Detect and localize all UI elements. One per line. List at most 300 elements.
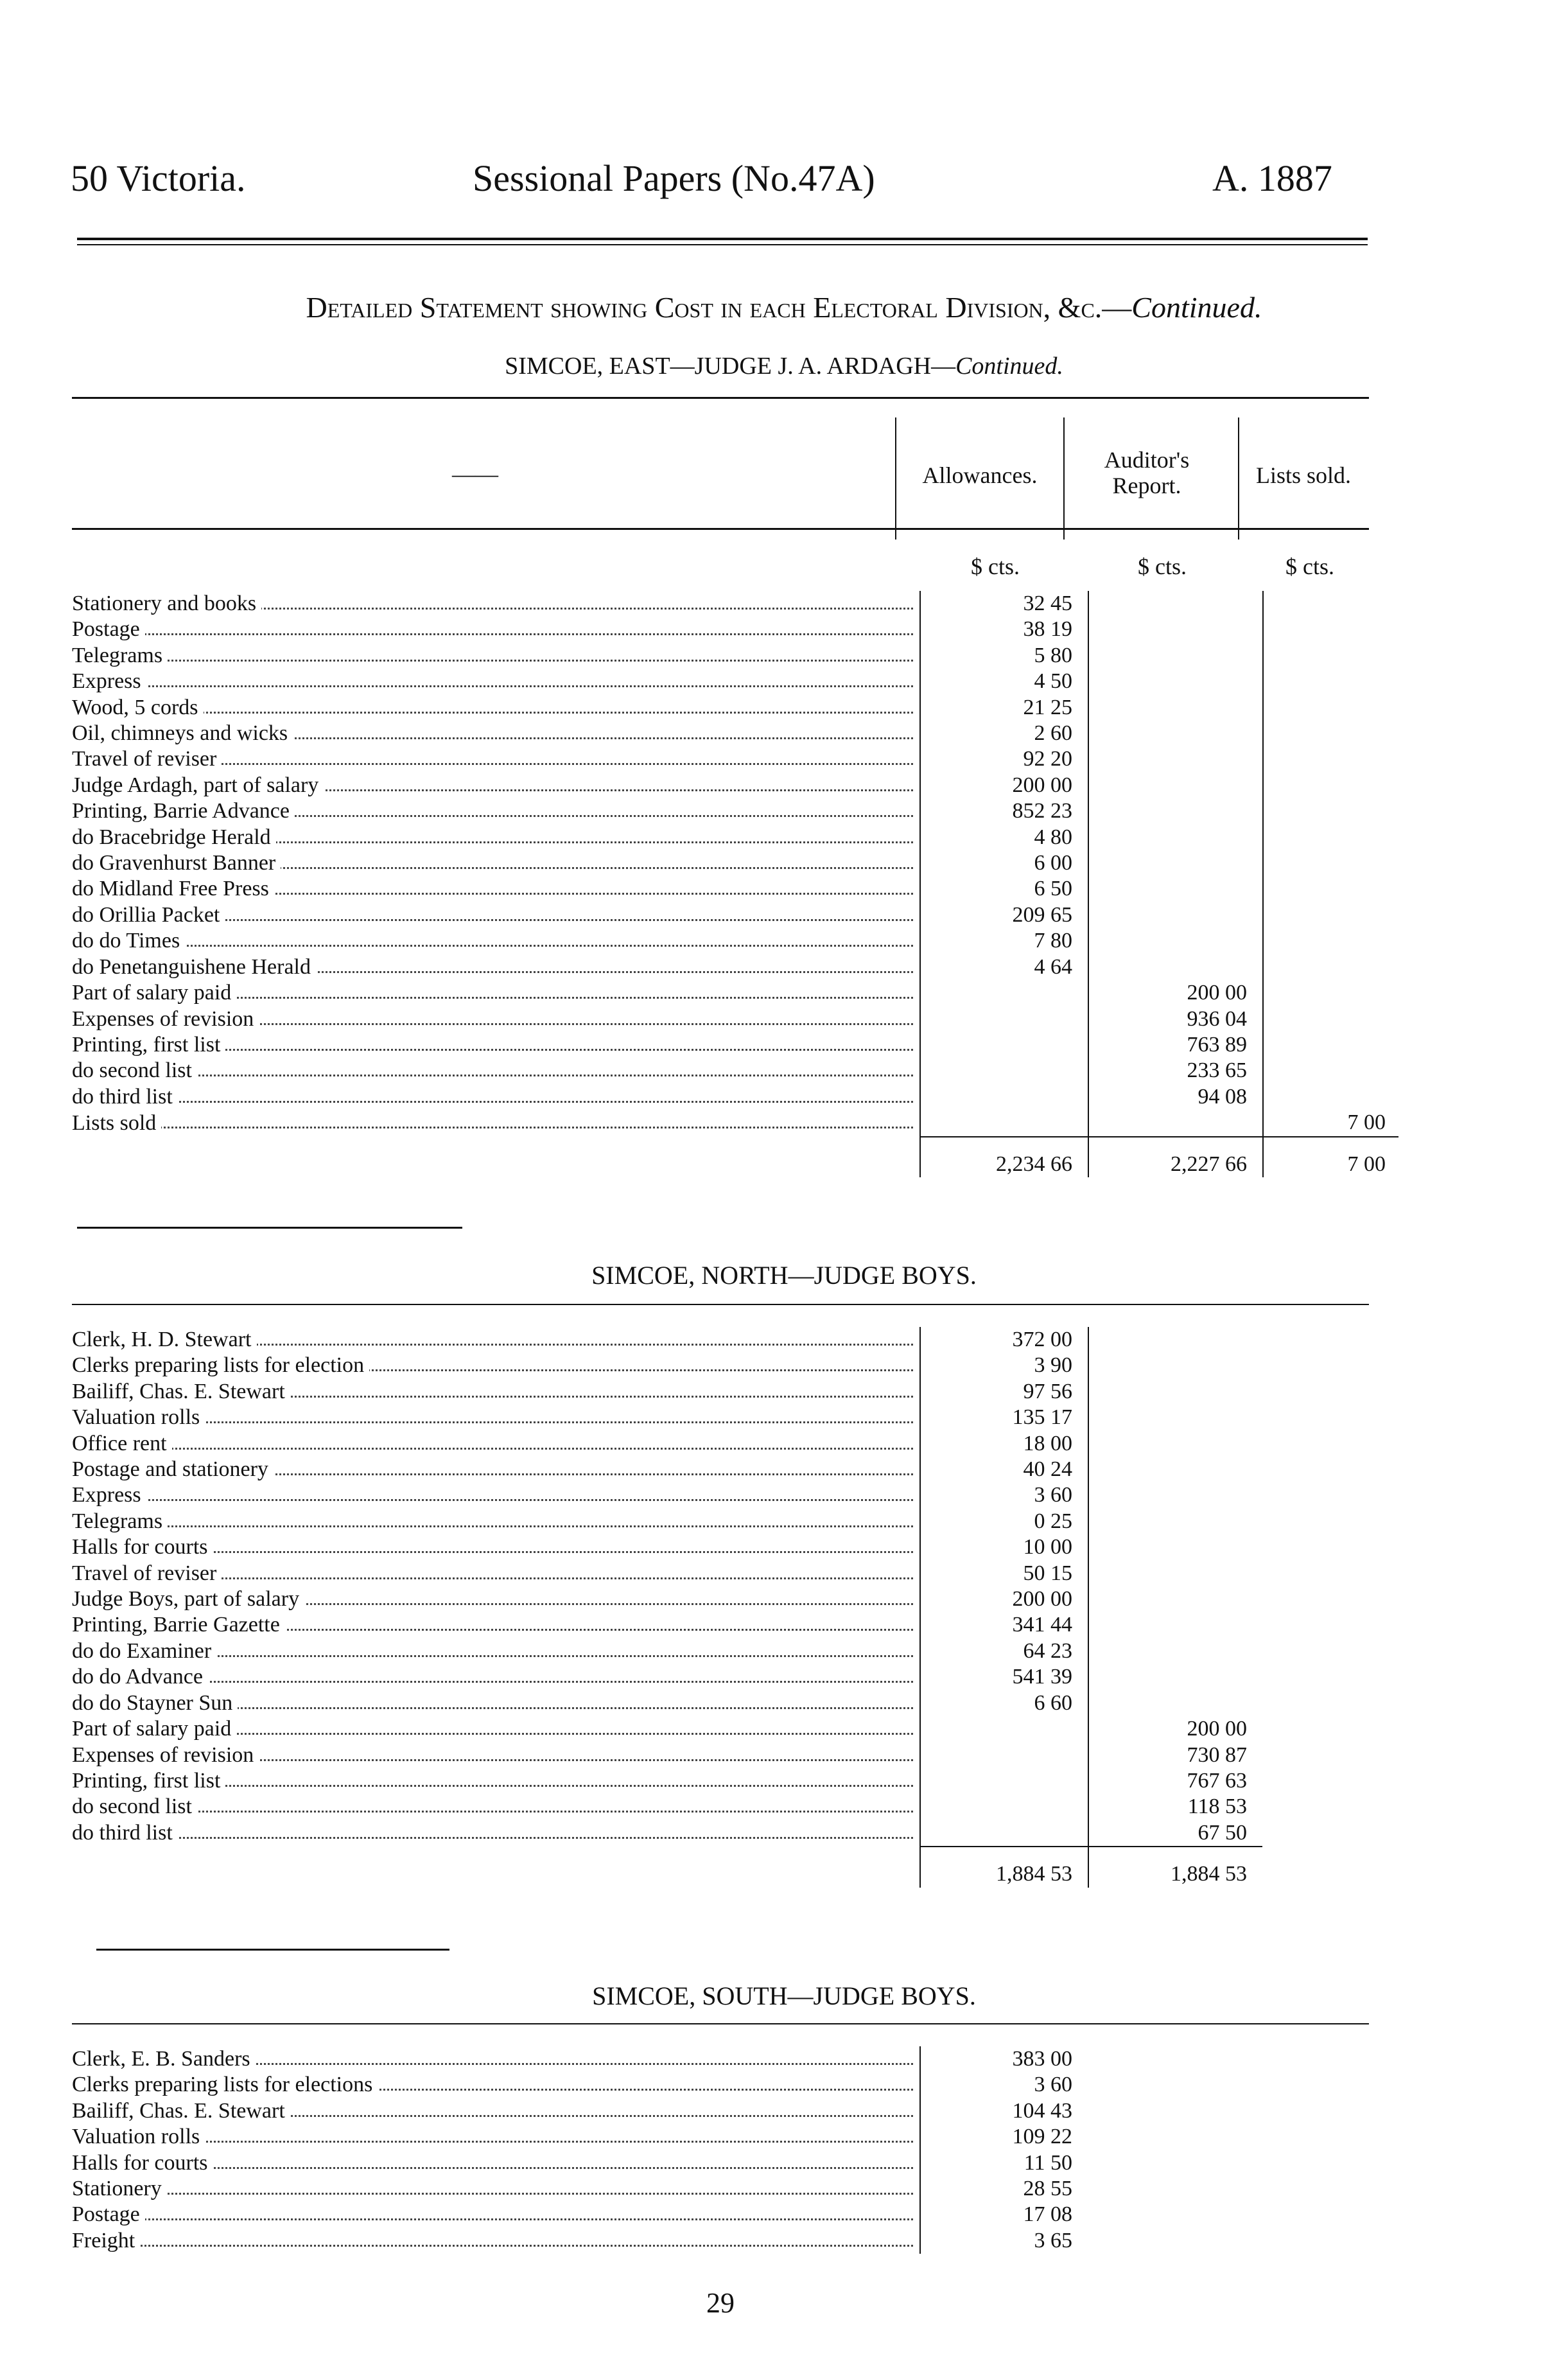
- table-row: [72, 1534, 1262, 1560]
- table-row: [72, 721, 1398, 746]
- allowances-cell: 50 15: [920, 1561, 1088, 1586]
- leader-dots: [72, 2245, 913, 2247]
- total-row: [72, 1847, 1262, 1887]
- total-spacer: [72, 1847, 920, 1887]
- table-row: [72, 2150, 1088, 2176]
- table-row: [72, 643, 1398, 669]
- lists-sold-cell: [1263, 669, 1398, 694]
- auditor-cell: [1088, 798, 1263, 824]
- auditor-cell: [1088, 1586, 1262, 1612]
- leader-dots: [72, 1837, 913, 1839]
- unit-allowances: $ cts.: [971, 554, 1020, 579]
- col-head-blank: ——: [452, 461, 498, 487]
- row-description: [72, 1820, 920, 1847]
- allowances-cell: 18 00: [920, 1431, 1088, 1457]
- row-description: [72, 2150, 920, 2176]
- leader-dots: [72, 1499, 913, 1501]
- allowances-cell: 3 60: [920, 1482, 1088, 1508]
- unit-lists-sold: $ cts.: [1285, 554, 1334, 579]
- row-description: [72, 1482, 920, 1508]
- north-table: [72, 1327, 1262, 1888]
- auditor-cell: 233 65: [1088, 1058, 1263, 1084]
- allowances-cell: 104 43: [920, 2098, 1088, 2124]
- auditor-cell: [1088, 902, 1263, 928]
- row-description-text: Judge Boys, part of salary: [72, 1587, 304, 1611]
- auditor-cell: [1088, 695, 1263, 721]
- auditor-cell: [1088, 1353, 1262, 1378]
- auditor-cell: 200 00: [1088, 980, 1263, 1006]
- row-description-text: do Bracebridge Herald: [72, 825, 276, 849]
- auditor-cell: [1088, 746, 1263, 772]
- table-row: [72, 1431, 1262, 1457]
- allowances-cell: 341 44: [920, 1612, 1088, 1638]
- row-description: [72, 850, 920, 876]
- auditor-cell: [1088, 928, 1263, 954]
- row-description: [72, 1431, 920, 1457]
- section-title-east-main: SIMCOE, EAST—JUDGE J. A. ARDAGH—: [505, 353, 956, 380]
- auditor-cell: [1088, 1561, 1262, 1586]
- row-description-text: Travel of reviser: [72, 747, 222, 771]
- row-description-text: Printing, Barrie Gazette: [72, 1613, 285, 1637]
- row-description: [72, 902, 920, 928]
- row-description: [72, 695, 920, 721]
- auditor-cell: 767 63: [1088, 1768, 1262, 1794]
- row-description: [72, 1664, 920, 1690]
- table-row: [72, 1690, 1262, 1716]
- table-row: [72, 1638, 1262, 1664]
- north-end-rule: [96, 1949, 449, 1951]
- row-description-text: do Gravenhurst Banner: [72, 851, 281, 875]
- col-head-rule: [72, 528, 1369, 530]
- row-description: [72, 2072, 920, 2098]
- row-description-text: Telegrams: [72, 644, 168, 667]
- table-row: [72, 2176, 1088, 2202]
- row-description: [72, 1058, 920, 1084]
- leader-dots: [72, 1448, 913, 1450]
- auditor-cell: 763 89: [1088, 1032, 1263, 1058]
- row-description-text: Expenses of revision: [72, 1743, 259, 1767]
- lists-sold-cell: [1263, 1032, 1398, 1058]
- row-description-text: Part of salary paid: [72, 981, 236, 1005]
- row-description: [72, 1561, 920, 1586]
- allowances-cell: [920, 1743, 1088, 1768]
- lists-sold-cell: [1263, 721, 1398, 746]
- allowances-cell: 135 17: [920, 1405, 1088, 1430]
- row-description-text: Halls for courts: [72, 1535, 213, 1559]
- allowances-cell: 4 80: [920, 825, 1088, 850]
- row-description: [72, 1794, 920, 1820]
- row-description-text: Telegrams: [72, 1509, 168, 1533]
- row-description-text: do second list: [72, 1058, 197, 1082]
- allowances-cell: 6 00: [920, 850, 1088, 876]
- allowances-cell: 6 50: [920, 876, 1088, 902]
- row-description: [72, 1032, 920, 1058]
- south-table: [72, 2046, 1088, 2254]
- row-description-text: do do Examiner: [72, 1639, 216, 1663]
- allowances-cell: [920, 1058, 1088, 1084]
- row-description-text: Travel of reviser: [72, 1561, 222, 1585]
- row-description-text: Freight: [72, 2229, 140, 2252]
- statement-title-main: Detailed Statement showing Cost in each Electoral Division, &c.—: [306, 291, 1132, 324]
- leader-dots: [72, 633, 913, 635]
- row-description: [72, 721, 920, 746]
- lists-sold-cell: [1263, 980, 1398, 1006]
- row-description: [72, 2176, 920, 2202]
- table-row: [72, 980, 1398, 1006]
- row-description: [72, 928, 920, 954]
- table-row: [72, 1058, 1398, 1084]
- east-table: [72, 591, 1398, 1177]
- row-description-text: Postage: [72, 2202, 145, 2226]
- total-auditor-cell: 1,884 53: [1088, 1847, 1262, 1887]
- row-description: [72, 2098, 920, 2124]
- auditor-cell: [1088, 850, 1263, 876]
- leader-dots: [72, 2193, 913, 2195]
- auditor-cell: [1088, 1534, 1262, 1560]
- lists-sold-cell: [1263, 746, 1398, 772]
- leader-dots: [72, 1525, 913, 1527]
- lists-sold-cell: 7 00: [1263, 1110, 1398, 1136]
- leader-dots: [72, 1075, 913, 1076]
- table-row: [72, 2046, 1088, 2072]
- total-allowances-cell: 1,884 53: [920, 1847, 1088, 1887]
- row-description: [72, 643, 920, 669]
- allowances-cell: 21 25: [920, 695, 1088, 721]
- leader-dots: [72, 660, 913, 662]
- col-head-lists-sold: Lists sold.: [1255, 462, 1352, 488]
- allowances-cell: 109 22: [920, 2124, 1088, 2150]
- row-description-text: Wood, 5 cords: [72, 696, 204, 719]
- row-description: [72, 2124, 920, 2150]
- allowances-cell: 28 55: [920, 2176, 1088, 2202]
- row-description: [72, 1353, 920, 1378]
- allowances-cell: 7 80: [920, 928, 1088, 954]
- header-left: 50 Victoria.: [71, 157, 246, 199]
- table-row: [72, 1716, 1262, 1742]
- auditor-cell: [1088, 1612, 1262, 1638]
- row-description: [72, 954, 920, 980]
- row-description-text: Express: [72, 1483, 146, 1507]
- allowances-cell: 541 39: [920, 1664, 1088, 1690]
- auditor-cell: [1088, 773, 1263, 798]
- table-row: [72, 1110, 1398, 1136]
- auditor-cell: 936 04: [1088, 1006, 1263, 1032]
- table-row: [72, 617, 1398, 642]
- allowances-cell: 10 00: [920, 1534, 1088, 1560]
- row-description: [72, 1743, 920, 1768]
- row-description: [72, 1379, 920, 1405]
- row-description-text: Clerks preparing lists for election: [72, 1353, 369, 1377]
- leader-dots: [72, 1101, 913, 1103]
- row-description: [72, 669, 920, 694]
- allowances-cell: 6 60: [920, 1690, 1088, 1716]
- table-row: [72, 825, 1398, 850]
- table-row: [72, 1457, 1262, 1482]
- row-description: [72, 2046, 920, 2072]
- row-description: [72, 1405, 920, 1430]
- lists-sold-cell: [1263, 928, 1398, 954]
- row-description: [72, 1110, 920, 1136]
- table-row: [72, 2124, 1088, 2150]
- table-row: [72, 773, 1398, 798]
- row-description: [72, 773, 920, 798]
- lists-sold-cell: [1263, 643, 1398, 669]
- lists-sold-cell: [1263, 1006, 1398, 1032]
- auditor-cell: [1088, 591, 1263, 617]
- allowances-cell: 2 60: [920, 721, 1088, 746]
- allowances-cell: [920, 1032, 1088, 1058]
- east-end-rule: [77, 1227, 462, 1229]
- allowances-cell: [920, 1006, 1088, 1032]
- allowances-cell: 97 56: [920, 1379, 1088, 1405]
- allowances-cell: 38 19: [920, 617, 1088, 642]
- table-row: [72, 876, 1398, 902]
- table-row: [72, 1379, 1262, 1405]
- table-row: [72, 746, 1398, 772]
- allowances-cell: 5 80: [920, 643, 1088, 669]
- table-row: [72, 1327, 1262, 1353]
- row-description: [72, 1690, 920, 1716]
- row-description-text: do third list: [72, 1821, 178, 1845]
- row-description-text: Printing, first list: [72, 1033, 225, 1057]
- auditor-cell: [1088, 669, 1263, 694]
- table-row: [72, 1405, 1262, 1430]
- allowances-cell: [920, 980, 1088, 1006]
- auditor-cell: [1088, 1327, 1262, 1353]
- table-row: [72, 2228, 1088, 2254]
- allowances-cell: 64 23: [920, 1638, 1088, 1664]
- table-row: [72, 1509, 1262, 1534]
- header-rule-thin: [77, 244, 1368, 245]
- row-description: [72, 1084, 920, 1110]
- row-description: [72, 798, 920, 824]
- row-description-text: Printing, first list: [72, 1769, 225, 1793]
- auditor-cell: [1088, 1379, 1262, 1405]
- lists-sold-cell: [1263, 617, 1398, 642]
- row-description: [72, 980, 920, 1006]
- auditor-cell: [1088, 1405, 1262, 1430]
- table-row: [72, 591, 1398, 617]
- row-description-text: Expenses of revision: [72, 1007, 259, 1031]
- section-title-east-continued: Continued.: [955, 353, 1063, 380]
- table-row: [72, 1586, 1262, 1612]
- row-description-text: Judge Ardagh, part of salary: [72, 773, 324, 797]
- section-title-south: SIMCOE, SOUTH—JUDGE BOYS.: [592, 1981, 976, 2010]
- row-description: [72, 2228, 920, 2254]
- lists-sold-cell: [1263, 902, 1398, 928]
- table-row: [72, 902, 1398, 928]
- auditor-cell: [1088, 1482, 1262, 1508]
- table-row: [72, 1794, 1262, 1820]
- allowances-cell: 200 00: [920, 773, 1088, 798]
- allowances-cell: 40 24: [920, 1457, 1088, 1482]
- row-description-text: do Midland Free Press: [72, 877, 274, 900]
- south-title-rule: [72, 2023, 1369, 2024]
- row-description: [72, 617, 920, 642]
- row-description-text: do third list: [72, 1085, 178, 1109]
- table-row: [72, 1084, 1398, 1110]
- allowances-cell: 11 50: [920, 2150, 1088, 2176]
- lists-sold-cell: [1263, 1058, 1398, 1084]
- auditor-cell: [1088, 1457, 1262, 1482]
- row-description-text: do do Advance: [72, 1665, 208, 1689]
- total-auditor-cell: 2,227 66: [1088, 1137, 1263, 1177]
- allowances-cell: [920, 1110, 1088, 1136]
- row-description-text: Office rent: [72, 1432, 172, 1455]
- row-description-text: Halls for courts: [72, 2151, 213, 2175]
- table-row: [72, 1482, 1262, 1508]
- row-description: [72, 1534, 920, 1560]
- leader-dots: [72, 2218, 913, 2220]
- allowances-cell: 32 45: [920, 591, 1088, 617]
- title-rule: [72, 397, 1369, 399]
- section-title-east: [0, 352, 1568, 380]
- auditor-cell: [1088, 1110, 1263, 1136]
- lists-sold-cell: [1263, 773, 1398, 798]
- row-description-text: Stationery and books: [72, 592, 261, 615]
- auditor-cell: [1088, 825, 1263, 850]
- total-row: [72, 1137, 1398, 1177]
- row-description-text: do do Stayner Sun: [72, 1691, 238, 1715]
- row-description: [72, 1768, 920, 1794]
- auditor-cell: 200 00: [1088, 1716, 1262, 1742]
- table-row: [72, 928, 1398, 954]
- unit-auditor: $ cts.: [1138, 554, 1187, 579]
- table-row: [72, 669, 1398, 694]
- row-description-text: Clerk, E. B. Sanders: [72, 2047, 256, 2071]
- row-description-text: Oil, chimneys and wicks: [72, 721, 293, 745]
- allowances-cell: 3 90: [920, 1353, 1088, 1378]
- table-row: [72, 1612, 1262, 1638]
- lists-sold-cell: [1263, 825, 1398, 850]
- table-row: [72, 954, 1398, 980]
- lists-sold-cell: [1263, 798, 1398, 824]
- auditor-cell: [1088, 1664, 1262, 1690]
- col-sep-2: [1063, 417, 1065, 540]
- auditor-cell: [1088, 876, 1263, 902]
- table-row: [72, 2072, 1088, 2098]
- row-description-text: Stationery: [72, 2177, 167, 2200]
- table-row: [72, 1743, 1262, 1768]
- table-row: [72, 1820, 1262, 1847]
- row-description-text: do Orillia Packet: [72, 903, 225, 927]
- row-description-text: do do Times: [72, 929, 185, 952]
- section-title-north: SIMCOE, NORTH—JUDGE BOYS.: [591, 1261, 977, 1290]
- allowances-cell: 3 60: [920, 2072, 1088, 2098]
- statement-title: [0, 290, 1568, 324]
- leader-dots: [72, 945, 913, 947]
- row-description-text: Bailiff, Chas. E. Stewart: [72, 2099, 290, 2123]
- row-description: [72, 1716, 920, 1742]
- table-row: [72, 1032, 1398, 1058]
- row-description-text: Bailiff, Chas. E. Stewart: [72, 1380, 290, 1403]
- allowances-cell: 383 00: [920, 2046, 1088, 2072]
- header-center: Sessional Papers (No.47A): [473, 157, 875, 199]
- row-description: [72, 1612, 920, 1638]
- allowances-cell: 209 65: [920, 902, 1088, 928]
- allowances-cell: 0 25: [920, 1509, 1088, 1534]
- lists-sold-cell: [1263, 1084, 1398, 1110]
- table-row: [72, 1768, 1262, 1794]
- total-allowances-cell: 2,234 66: [920, 1137, 1088, 1177]
- row-description-text: Valuation rolls: [72, 1405, 205, 1429]
- table-row: [72, 1006, 1398, 1032]
- table-row: [72, 1353, 1262, 1378]
- auditor-cell: [1088, 1509, 1262, 1534]
- row-description-text: Clerks preparing lists for elections: [72, 2073, 378, 2096]
- row-description: [72, 876, 920, 902]
- allowances-cell: 17 08: [920, 2202, 1088, 2227]
- allowances-cell: 4 64: [920, 954, 1088, 980]
- auditor-cell: 118 53: [1088, 1794, 1262, 1820]
- allowances-cell: [920, 1794, 1088, 1820]
- auditor-cell: [1088, 721, 1263, 746]
- row-description: [72, 1327, 920, 1353]
- row-description: [72, 1006, 920, 1032]
- col-head-allowances: Allowances.: [922, 462, 1038, 488]
- lists-sold-cell: [1263, 591, 1398, 617]
- header-right: A. 1887: [1212, 157, 1332, 199]
- row-description: [72, 825, 920, 850]
- leader-dots: [72, 685, 913, 687]
- statement-title-continued: Continued.: [1131, 291, 1262, 324]
- lists-sold-cell: [1263, 695, 1398, 721]
- allowances-cell: 852 23: [920, 798, 1088, 824]
- row-description-text: Valuation rolls: [72, 2125, 205, 2148]
- allowances-cell: [920, 1716, 1088, 1742]
- auditor-cell: [1088, 954, 1263, 980]
- row-description: [72, 1509, 920, 1534]
- auditor-cell: [1088, 643, 1263, 669]
- auditor-cell: [1088, 1638, 1262, 1664]
- row-description-text: Clerk, H. D. Stewart: [72, 1328, 257, 1351]
- total-lists-sold-cell: 7 00: [1263, 1137, 1398, 1177]
- page-number: 29: [706, 2287, 735, 2319]
- total-spacer: [72, 1137, 920, 1177]
- allowances-cell: 4 50: [920, 669, 1088, 694]
- col-head-auditor: Auditor's Report.: [1104, 447, 1190, 498]
- leader-dots: [72, 1811, 913, 1813]
- lists-sold-cell: [1263, 850, 1398, 876]
- allowances-cell: 372 00: [920, 1327, 1088, 1353]
- auditor-cell: 94 08: [1088, 1084, 1263, 1110]
- allowances-cell: [920, 1084, 1088, 1110]
- row-description: [72, 746, 920, 772]
- row-description: [72, 1457, 920, 1482]
- row-description-text: Postage and stationery: [72, 1457, 274, 1481]
- table-row: [72, 2202, 1088, 2227]
- row-description-text: do second list: [72, 1795, 197, 1818]
- table-row: [72, 798, 1398, 824]
- auditor-cell: 67 50: [1088, 1820, 1262, 1847]
- table-row: [72, 850, 1398, 876]
- row-description-text: Express: [72, 669, 146, 693]
- table-row: [72, 1664, 1262, 1690]
- auditor-cell: [1088, 1690, 1262, 1716]
- table-row: [72, 2098, 1088, 2124]
- row-description-text: do Penetanguishene Herald: [72, 955, 316, 979]
- north-title-rule: [72, 1304, 1369, 1305]
- row-description-text: Postage: [72, 617, 145, 641]
- row-description: [72, 1586, 920, 1612]
- table-row: [72, 1561, 1262, 1586]
- allowances-cell: 3 65: [920, 2228, 1088, 2254]
- allowances-cell: [920, 1768, 1088, 1794]
- allowances-cell: 92 20: [920, 746, 1088, 772]
- auditor-cell: [1088, 1431, 1262, 1457]
- allowances-cell: [920, 1820, 1088, 1847]
- header-rule: [77, 238, 1368, 240]
